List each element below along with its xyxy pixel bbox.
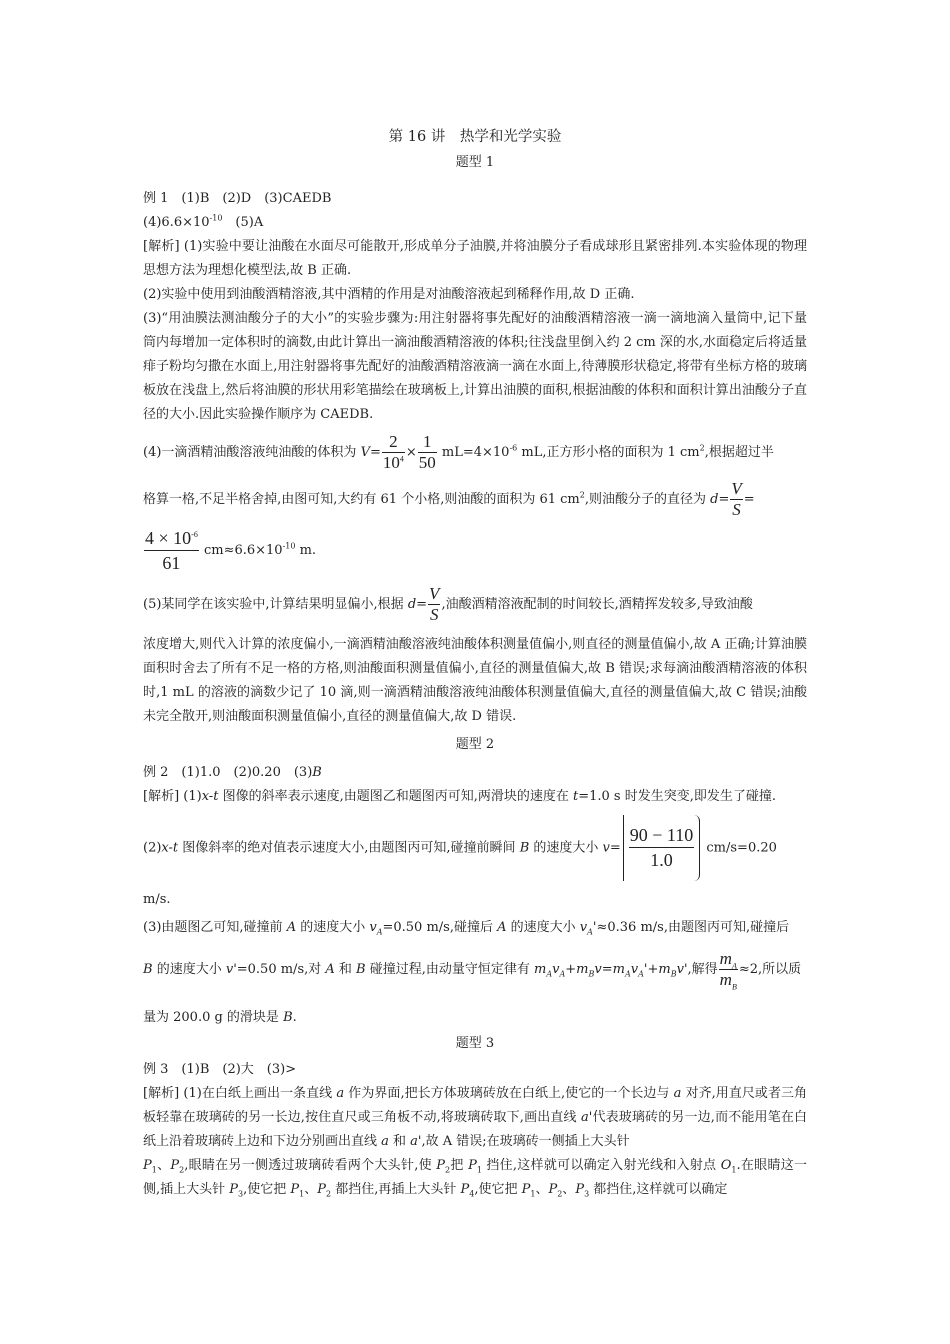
analysis-paragraph: (2)实验中使用到油酸酒精溶液,其中酒精的作用是对油酸溶液起到稀释作用,故 D 正确. (143, 287, 635, 302)
analysis-paragraph-formula: (4)一滴酒精油酸溶液纯油酸的体积为 V= $\frac{2}{10^4}$ × $\frac{1}{50}$ $mL=4\times 10^{-6}$ mL,正方形小格的面积为 1 $cm^2$,根据超过半 (143, 432, 774, 472)
example-1-answer-cont: $(4)6.6\times 10^{-10}$ (5)A (143, 213, 264, 230)
example-1-answer: 例 1 (1)B (2)D (3)CAEDB (143, 191, 332, 206)
analysis-paragraph: 量为 200.0 g 的滑块是 B. (143, 1009, 297, 1025)
fraction: $\frac{V}{S}$ (731, 479, 742, 519)
fraction: $\frac{2}{10^4}$ (382, 432, 404, 472)
analysis-paragraph-formula: (2)x-t 图像斜率的绝对值表示速度大小,由题图丙可知,碰撞前瞬间 B 的速度大小 v= $\frac{90 - 110}{1.0}$ cm/s=0.20 (143, 815, 807, 882)
example-2-answer: 例 2 (1)1.0 (2)0.20 (3)B (143, 765, 322, 780)
section-heading-1: 题型 1 (455, 155, 495, 170)
fraction: $\frac{90 - 110}{1.0}$ (629, 825, 694, 870)
analysis-paragraph: $P_1$、$P_2$,眼睛在另一侧透过玻璃砖看两个大头针,使 $P_2$把 $P_1$ 挡住,这样就可以确定入射光线和入射点 $O_1$.在眼睛这一侧,插上大头针 $P_3$,使它把 $P_1$、$P_2$ 都挡住,再插上大头针 $P_4$,使它把 $P_1$、$P_2$、$P_3$ 都挡住,这样就可以确定 (143, 1157, 807, 1199)
absolute-value (623, 815, 700, 881)
fraction: $\frac{4 \times 10^{-6}}{61}$ (145, 528, 198, 573)
section-heading-3: 题型 3 (455, 1035, 495, 1051)
analysis-paragraph: [解析] (1)x-t 图像的斜率表示速度,由题图乙和题图丙可知,两滑块的速度在 t=1.0 s 时发生突变,即发生了碰撞. (143, 789, 776, 804)
fraction: $\frac{m_A}{m_B}$ (719, 948, 737, 991)
example-3-answer: 例 3 (1)B (2)大 (3)> (143, 1061, 297, 1077)
analysis-paragraph-formula: 格算一格,不足半格舍掉,由图可知,大约有 61 个小格,则油酸的面积为 61 $cm^2$,则油酸分子的直径为 d= $\frac{V}{S}$ = (143, 479, 755, 519)
analysis-paragraph: (3)由题图乙可知,碰撞前 A 的速度大小 $v_A=0.50$ m/s,碰撞后 A 的速度大小 $v_A'\approx 0.36$ m/s,由题图丙可知,碰撞后 (143, 919, 790, 937)
fraction: $\frac{1}{50}$ (418, 432, 436, 472)
analysis-paragraph: [解析] (1)实验中要让油酸在水面尽可能散开,形成单分子油膜,并将油膜分子看成球形且紧密排列.本实验体现的物理思想方法为理想化模型法,故 B 正确. (143, 239, 807, 278)
analysis-paragraph: [解析] (1)在白纸上画出一条直线 a 作为界面,把长方体玻璃砖放在白纸上,使它的一个长边与 a 对齐,用直尺或者三角板轻靠在玻璃砖的另一长边,按住直尺或三角板不动,将玻璃砖取下,画出直线 a'代表玻璃砖的另一边,而不能用笔在白纸上沿着玻璃砖上边和下边分别画出直线 a 和 a',故 A 错误;在玻璃砖一侧插上大头针 (143, 1085, 808, 1149)
document-page (143, 125, 807, 1202)
fraction: $\frac{V}{S}$ (429, 584, 440, 624)
section-heading-2: 题型 2 (455, 737, 495, 752)
analysis-paragraph: m/s. (143, 891, 171, 907)
analysis-paragraph: (3)“用油膜法测油酸分子的大小”的实验步骤为:用注射器将事先配好的油酸酒精溶液一滴一滴地滴入量筒中,记下量筒内每增加一定体积时的滴数,由此计算出一滴油酸酒精溶液的体积;往浅盘里倒入约 2 cm 深的水,水面稳定后将适量痱子粉均匀撒在水面上,用注射器将事先配好的油酸酒精溶液滴一滴在水面上,待薄膜形状稳定,将带有坐标方格的玻璃板放在浅盘上,然后将油膜的形状用彩笔描绘在玻璃板上,计算出油膜的面积,根据油酸的体积和面积计算出油酸分子直径的大小.因此实验操作顺序为 CAEDB. (143, 311, 807, 422)
analysis-paragraph-formula: (5)某同学在该实验中,计算结果明显偏小,根据 d= $\frac{V}{S}$ ,油酸酒精溶液配制的时间较长,酒精挥发较多,导致油酸 (143, 584, 753, 624)
page-title: 第 16 讲 热学和光学实验 (388, 129, 562, 145)
analysis-paragraph: 浓度增大,则代入计算的浓度偏小,一滴酒精油酸溶液纯油酸体积测量值偏小,则直径的测量值偏小,故 A 正确;计算油膜面积时舍去了所有不足一格的方格,则油酸面积测量值偏小,直径的测量值偏大,故 B 错误;求每滴油酸酒精溶液的体积时,1 mL 的溶液的滴数少记了 10 滴,则一滴酒精油酸溶液纯油酸体积测量值偏大,直径的测量值偏大,故 C 错误;油酸未完全散开,则油酸面积测量值偏小,直径的测量值偏大,故 D 错误. (143, 637, 807, 724)
analysis-paragraph-formula: B 的速度大小 v'=0.50 m/s,对 A 和 B 碰撞过程,由动量守恒定律有 $m_Av_A+m_Bv=m_Av_A'+m_Bv'$,解得 $\frac{m_A}{m_B}$ ≈2,所以质 (143, 948, 802, 991)
analysis-paragraph-formula: $\frac{4 \times 10^{-6}}{61}$ $cm\approx 6.6\times 10^{-10}$ m. (145, 528, 317, 573)
